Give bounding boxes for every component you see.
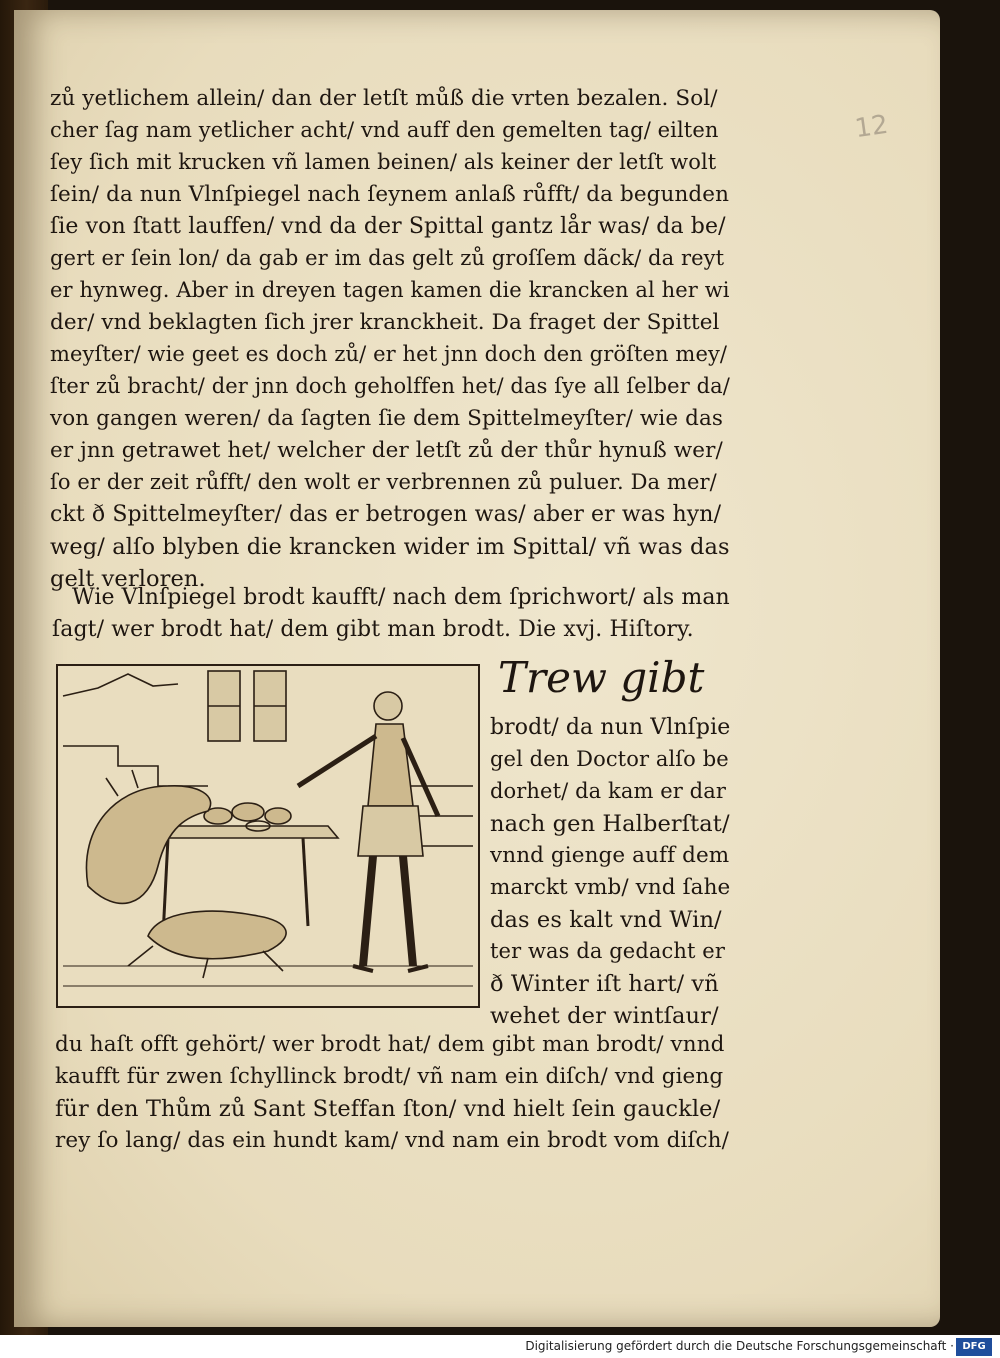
side-column-line: nach gen Halberſtat/ (490, 811, 730, 837)
body-line: ſey ſich mit krucken vñ lamen beinen/ als keiner der letſt wolt (50, 150, 717, 174)
body-line: gelt verloren. (50, 566, 206, 592)
body-line: zů yetlichem allein/ dan der letſt můß die vrten bezalen. Sol/ (50, 86, 718, 111)
body-line: ſter zů bracht/ der jnn doch geholffen het/ das ſye all ſelber da/ (50, 374, 730, 398)
body-line: von gangen weren/ da ſagten ſie dem Spittelmeyſter/ wie das (50, 406, 724, 431)
bottom-line: für den Thům zů Sant Steffan ſton/ vnd hielt ſein gauckle/ (55, 1096, 721, 1122)
folio-number: 12 (853, 109, 891, 145)
body-line: meyſter/ wie geet es doch zů/ er het jnn doch den gröſten mey/ (50, 342, 728, 366)
side-column-line: das es kalt vnd Win/ (490, 907, 722, 933)
footer-bar (0, 1335, 1000, 1358)
side-column-line: brodt/ da nun Vlnſpie (490, 715, 731, 740)
body-line: ſie von ſtatt lauffen/ vnd da der Spittal gantz lår was/ da be/ (50, 214, 726, 239)
side-column-line: ð Winter iſt hart/ vñ (490, 971, 719, 997)
side-column-line: ter was da gedacht er (490, 939, 725, 963)
body-line: er jnn getrawet het/ welcher der letſt zů der thůr hynuß wer/ (50, 438, 723, 463)
dfg-logo: DFG (956, 1338, 992, 1356)
body-line: ſo er der zeit růfft/ den wolt er verbrennen zů puluer. Da mer/ (50, 470, 717, 494)
side-column-line: vnnd gienge auff dem (490, 843, 730, 868)
chapter-caption-line: ſagt/ wer brodt hat/ dem gibt man brodt. Die xvj. Hiſtory. (52, 617, 694, 642)
woodcut-illustration (56, 664, 480, 1008)
body-line: gert er ſein lon/ da gab er im das gelt zů groſſem dãck/ da reyt (50, 246, 725, 270)
woodcut-drawing (58, 666, 478, 1006)
side-column-line: wehet der wintſaur/ (490, 1003, 719, 1029)
side-column-line: dorhet/ da kam er dar (490, 779, 726, 803)
body-line: er hynweg. Aber in dreyen tagen kamen die krancken al her wi (50, 278, 730, 302)
bottom-line: du haſt offt gehört/ wer brodt hat/ dem gibt man brodt/ vnnd (55, 1032, 725, 1057)
bottom-line: rey ſo lang/ das ein hundt kam/ vnd nam ein brodt vom diſch/ (55, 1128, 729, 1153)
body-line: weg/ alſo blyben die krancken wider im Spittal/ vñ was das (50, 534, 730, 560)
side-column-line: marckt vmb/ vnd ſahe (490, 875, 731, 900)
body-line: ſein/ da nun Vlnſpiegel nach ſeynem anlaß růfft/ da begunden (50, 182, 730, 207)
chapter-caption-line: Wie Vlnſpiegel brodt kaufft/ nach dem ſprichwort/ als man (72, 585, 730, 610)
side-column-line: gel den Doctor alſo be (490, 747, 729, 771)
digitization-credit: Digitalisierung gefördert durch die Deutsche Forschungsgemeinschaft · (525, 1339, 954, 1353)
bottom-line: kaufft für zwen ſchyllinck brodt/ vñ nam ein diſch/ vnd gieng (55, 1064, 724, 1089)
body-line: der/ vnd beklagten ſich jrer kranckheit. Da fraget der Spittel (50, 310, 720, 335)
body-line: cher ſag nam yetlicher acht/ vnd auff den gemelten tag/ eilten (50, 118, 719, 142)
initial-heading: Trew gibt (498, 653, 705, 702)
body-line: ckt ð Spittelmeyſter/ das er betrogen was/ aber er was hyn/ (50, 502, 722, 527)
